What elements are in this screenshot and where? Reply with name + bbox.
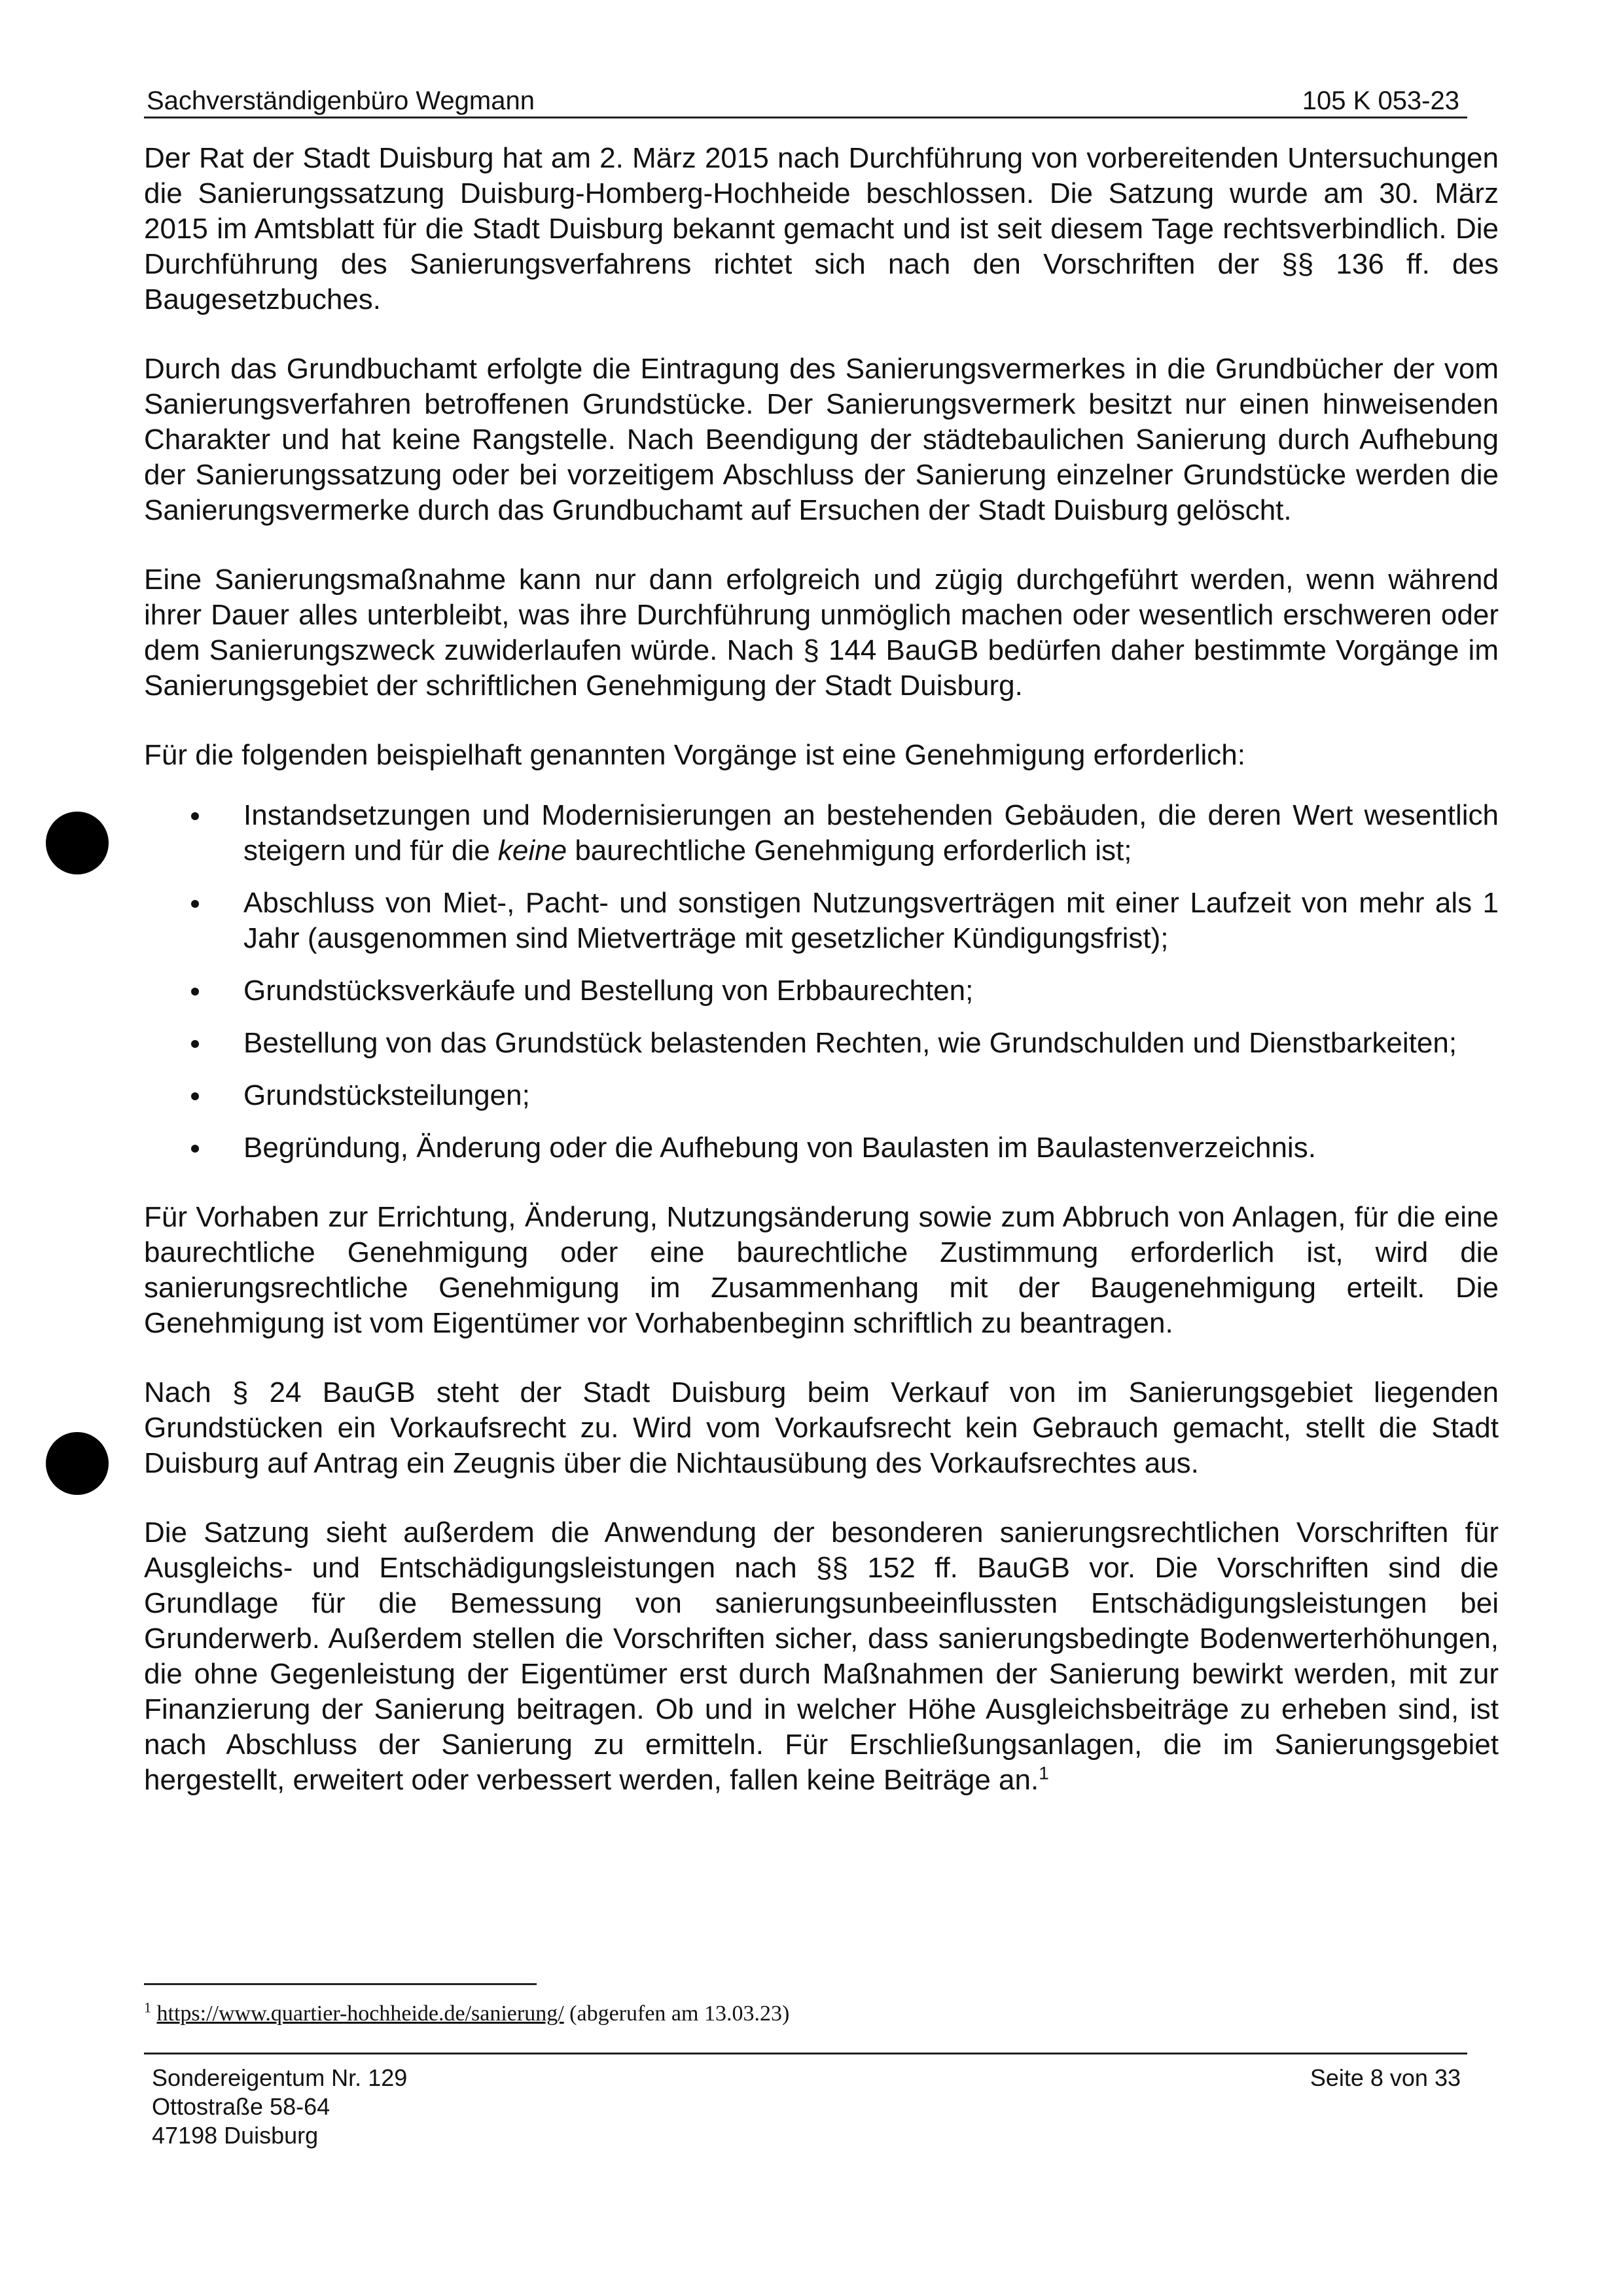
punch-hole-top xyxy=(46,812,109,874)
footer-address xyxy=(152,2064,407,2150)
list-item xyxy=(144,1078,1499,1113)
paragraph-sanierungsvermerk: Durch das Grundbuchamt erfolgte die Eintragung des Sanierungsvermerkes in die Grundbücher der vom Sanierungsverfahren betroffenen Grundstücke. Der Sanierungsvermerk besitzt nur einen hinweisenden Charakter und hat keine Rangstelle. Nach Beendigung der städtebaulichen Sanierung durch Aufhebung der Sanierungssatzung oder bei vorzeitigem Abschluss der Sanierung einzelner Grundstücke werden die Sanierungsvermerke durch das Grundbuchamt auf Ersuchen der Stadt Duisburg gelöscht. xyxy=(144,353,1499,526)
paragraph-list-intro: Für die folgenden beispielhaft genannten Vorgänge ist eine Genehmigung erforderlich: xyxy=(144,739,1245,771)
footnote-marker: 1 xyxy=(144,1999,151,2016)
paragraph-satzung: Der Rat der Stadt Duisburg hat am 2. März 2015 nach Durchführung von vorbereitenden Untersuchungen die Sanierungssatzung Duisburg-Homberg-Hochheide beschlossen. Die Satzung wurde am 30. März 2015 im Amtsblatt für die Stadt Duisburg bekannt gemacht und ist seit diesem Tage rechtsverbindlich. Die Durchführung des Sanierungsverfahrens richtet sich nach den Vorschriften der §§ 136 ff. des Baugesetzbuches. xyxy=(144,142,1499,315)
list-item-text: Bestellung von das Grundstück belastenden Rechten, wie Grundschulden und Dienstbarkeiten; xyxy=(243,1027,1457,1059)
bullet-icon xyxy=(191,900,199,908)
footer-street: Ottostraße 58-64 xyxy=(152,2093,330,2120)
footnote xyxy=(144,1999,789,2029)
footnote-link[interactable]: https://www.quartier-hochheide.de/sanierung/ xyxy=(156,2001,564,2026)
list-item-text: Grundstücksverkäufe und Bestellung von Erbbaurechten; xyxy=(243,975,974,1007)
footnote-note: (abgerufen am 13.03.23) xyxy=(569,2001,790,2026)
list-item xyxy=(144,1130,1499,1166)
paragraph-genehmigungspflicht: Eine Sanierungsmaßnahme kann nur dann erfolgreich und zügig durchgeführt werden, wenn während ihrer Dauer alles unterbleibt, was ihre Durchführung unmöglich machen oder wesentlich erschweren oder dem Sanierungszweck zuwiderlaufen würde. Nach § 144 BauGB bedürfen daher bestimmte Vorgänge im Sanierungsgebiet der schriftlichen Genehmigung der Stadt Duisburg. xyxy=(144,564,1499,702)
page-header xyxy=(144,80,1467,118)
footnote-reference: 1 xyxy=(1039,1763,1049,1784)
list-item xyxy=(144,798,1499,869)
list-item-text: Abschluss von Miet-, Pacht- und sonstigen Nutzungsverträgen mit einer Laufzeit von mehr als 1 Jahr (ausgenommen sind Mietverträge mit gesetzlicher Kündigungsfrist); xyxy=(243,887,1499,954)
list-item-text: Instandsetzungen und Modernisierungen an bestehenden Gebäuden, die deren Wert wesentlich steigern und für die xyxy=(243,799,1499,867)
document-body xyxy=(144,141,1499,1832)
page-number: Seite 8 von 33 xyxy=(1310,2064,1461,2091)
footer-city: 47198 Duisburg xyxy=(152,2122,319,2149)
header-file-number: 105 K 053-23 xyxy=(1302,86,1459,115)
bullet-icon xyxy=(191,812,199,820)
paragraph-ausgleichsbetraege xyxy=(144,1515,1499,1798)
bullet-icon xyxy=(191,988,199,996)
paragraph-baugenehmigung: Für Vorhaben zur Errichtung, Änderung, Nutzungsänderung sowie zum Abbruch von Anlagen, für die eine baurechtliche Genehmigung oder eine baurechtliche Zustimmung erforderlich ist, wird die sanierungsrechtliche Genehmigung im Zusammenhang mit der Baugenehmigung erteilt. Die Genehmigung ist vom Eigentümer vor Vorhabenbeginn schriftlich zu beantragen. xyxy=(144,1201,1499,1339)
list-item-text: Begründung, Änderung oder die Aufhebung von Baulasten im Baulastenverzeichnis. xyxy=(243,1132,1316,1164)
list-item-text: baurechtliche Genehmigung erforderlich ist; xyxy=(567,834,1132,867)
footer-unit: Sondereigentum Nr. 129 xyxy=(152,2064,408,2091)
footnote-divider xyxy=(144,1983,537,1985)
list-item-emphasis: keine xyxy=(497,834,567,867)
list-item-text: Grundstücksteilungen; xyxy=(243,1079,530,1111)
bullet-icon xyxy=(191,1145,199,1153)
paragraph-vorkaufsrecht: Nach § 24 BauGB steht der Stadt Duisburg beim Verkauf von im Sanierungsgebiet liegenden Grundstücken ein Vorkaufsrecht zu. Wird vom Vorkaufsrecht kein Gebrauch gemacht, stellt die Stadt Duisburg auf Antrag ein Zeugnis über die Nichtausübung des Vorkaufsrechtes aus. xyxy=(144,1376,1499,1479)
genehmigung-list xyxy=(144,798,1499,1166)
page-footer xyxy=(144,2053,1467,2149)
list-item xyxy=(144,886,1499,956)
bullet-icon xyxy=(191,1040,199,1048)
bullet-icon xyxy=(191,1092,199,1100)
header-office-name: Sachverständigenbüro Wegmann xyxy=(147,86,535,115)
punch-hole-bottom xyxy=(46,1432,109,1495)
list-item xyxy=(144,1026,1499,1061)
list-item xyxy=(144,973,1499,1009)
paragraph-text: Die Satzung sieht außerdem die Anwendung der besonderen sanierungsrechtlichen Vorschriften für Ausgleichs- und Entschädigungsleistungen nach §§ 152 ff. BauGB vor. Die Vorschriften sind die Grundlage für die Bemessung von sanierungsunbeeinflussten Entschädigungsleistungen bei Grunderwerb. Außerdem stellen die Vorschriften sicher, dass sanierungsbedingte Bodenwerterhöhungen, die ohne Gegenleistung der Eigentümer erst durch Maßnahmen der Sanierung bewirkt werden, mit zur Finanzierung der Sanierung beitragen. Ob und in welcher Höhe Ausgleichsbeiträge zu erheben sind, ist nach Abschluss der Sanierung zu ermitteln. Für Erschließungsanlagen, die im Sanierungsgebiet hergestellt, erweitert oder verbessert werden, fallen keine Beiträge an. xyxy=(144,1516,1499,1796)
